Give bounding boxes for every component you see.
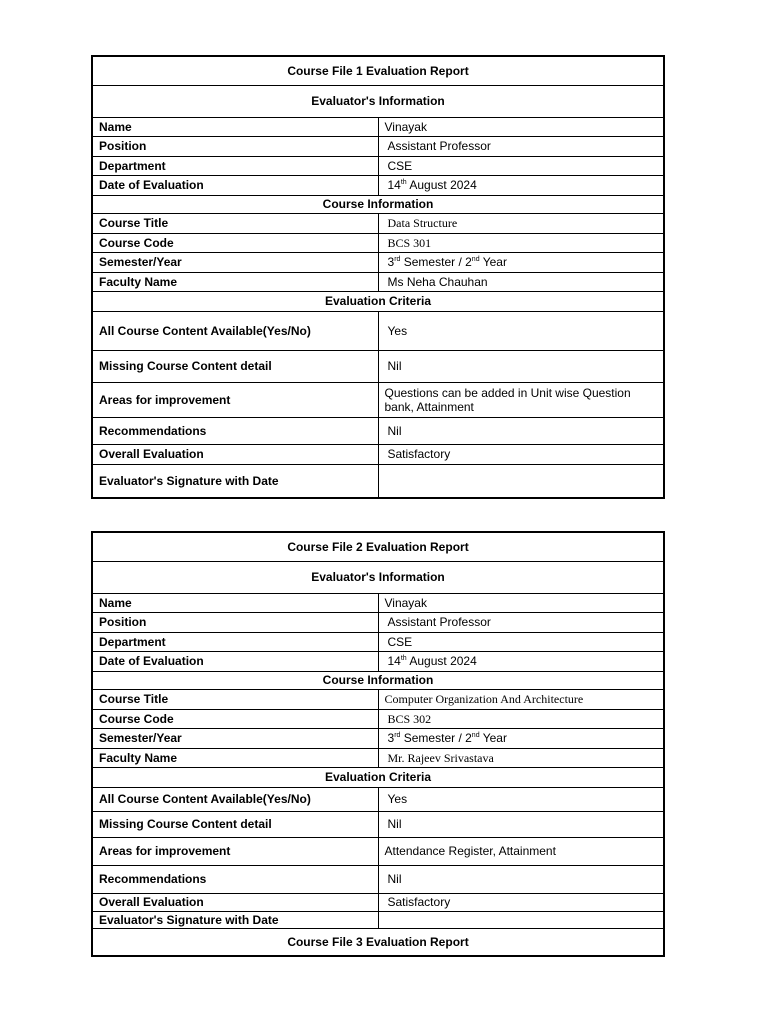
content-available: Yes bbox=[378, 311, 664, 350]
field-label: Recommendations bbox=[92, 417, 378, 444]
field-label: Department bbox=[92, 156, 378, 175]
overall-evaluation: Satisfactory bbox=[378, 444, 664, 464]
course-code: BCS 302 bbox=[378, 709, 664, 728]
field-label: Evaluator's Signature with Date bbox=[92, 464, 378, 498]
field-label: Course Code bbox=[92, 233, 378, 252]
section-heading-criteria: Evaluation Criteria bbox=[92, 291, 664, 311]
section-heading-evaluator: Evaluator's Information bbox=[92, 85, 664, 117]
signature-cell bbox=[378, 911, 664, 928]
course-title: Data Structure bbox=[378, 213, 664, 233]
evaluator-department: CSE bbox=[378, 632, 664, 651]
field-label: Areas for improvement bbox=[92, 837, 378, 865]
field-label: Course Code bbox=[92, 709, 378, 728]
semester-year: 3rd Semester / 2nd Year bbox=[378, 252, 664, 272]
evaluator-department: CSE bbox=[378, 156, 664, 175]
field-label: Position bbox=[92, 612, 378, 632]
evaluator-name: Vinayak bbox=[378, 117, 664, 136]
recommendations: Nil bbox=[378, 865, 664, 893]
field-label: Name bbox=[92, 593, 378, 612]
field-label: All Course Content Available(Yes/No) bbox=[92, 787, 378, 811]
section-heading-evaluator: Evaluator's Information bbox=[92, 561, 664, 593]
missing-content: Nil bbox=[378, 350, 664, 382]
field-label: Position bbox=[92, 136, 378, 156]
field-label: All Course Content Available(Yes/No) bbox=[92, 311, 378, 350]
course-title: Computer Organization And Architecture bbox=[378, 689, 664, 709]
report-title: Course File 2 Evaluation Report bbox=[92, 532, 664, 561]
course-code: BCS 301 bbox=[378, 233, 664, 252]
field-label: Course Title bbox=[92, 689, 378, 709]
missing-content: Nil bbox=[378, 811, 664, 837]
content-available: Yes bbox=[378, 787, 664, 811]
field-label: Course Title bbox=[92, 213, 378, 233]
field-label: Areas for improvement bbox=[92, 382, 378, 417]
field-label: Name bbox=[92, 117, 378, 136]
field-label: Semester/Year bbox=[92, 252, 378, 272]
section-heading-criteria: Evaluation Criteria bbox=[92, 767, 664, 787]
field-label: Department bbox=[92, 632, 378, 651]
evaluation-date: 14th August 2024 bbox=[378, 175, 664, 195]
field-label: Evaluator's Signature with Date bbox=[92, 911, 378, 928]
areas-for-improvement: Questions can be added in Unit wise Question bank, Attainment bbox=[378, 382, 664, 417]
field-label: Semester/Year bbox=[92, 728, 378, 748]
field-label: Missing Course Content detail bbox=[92, 350, 378, 382]
report-1-table bbox=[91, 55, 665, 499]
report-title: Course File 1 Evaluation Report bbox=[92, 56, 664, 85]
report-3-title: Course File 3 Evaluation Report bbox=[92, 928, 664, 956]
field-label: Faculty Name bbox=[92, 748, 378, 767]
field-label: Overall Evaluation bbox=[92, 444, 378, 464]
faculty-name: Ms Neha Chauhan bbox=[378, 272, 664, 291]
field-label: Overall Evaluation bbox=[92, 893, 378, 911]
signature-cell bbox=[378, 464, 664, 498]
recommendations: Nil bbox=[378, 417, 664, 444]
semester-year: 3rd Semester / 2nd Year bbox=[378, 728, 664, 748]
field-label: Faculty Name bbox=[92, 272, 378, 291]
overall-evaluation: Satisfactory bbox=[378, 893, 664, 911]
field-label: Date of Evaluation bbox=[92, 175, 378, 195]
section-heading-course: Course Information bbox=[92, 671, 664, 689]
section-heading-course: Course Information bbox=[92, 195, 664, 213]
field-label: Date of Evaluation bbox=[92, 651, 378, 671]
field-label: Recommendations bbox=[92, 865, 378, 893]
evaluator-position: Assistant Professor bbox=[378, 136, 664, 156]
report-2-table bbox=[91, 531, 665, 957]
evaluator-name: Vinayak bbox=[378, 593, 664, 612]
evaluation-date: 14th August 2024 bbox=[378, 651, 664, 671]
field-label: Missing Course Content detail bbox=[92, 811, 378, 837]
areas-for-improvement: Attendance Register, Attainment bbox=[378, 837, 664, 865]
evaluator-position: Assistant Professor bbox=[378, 612, 664, 632]
faculty-name: Mr. Rajeev Srivastava bbox=[378, 748, 664, 767]
